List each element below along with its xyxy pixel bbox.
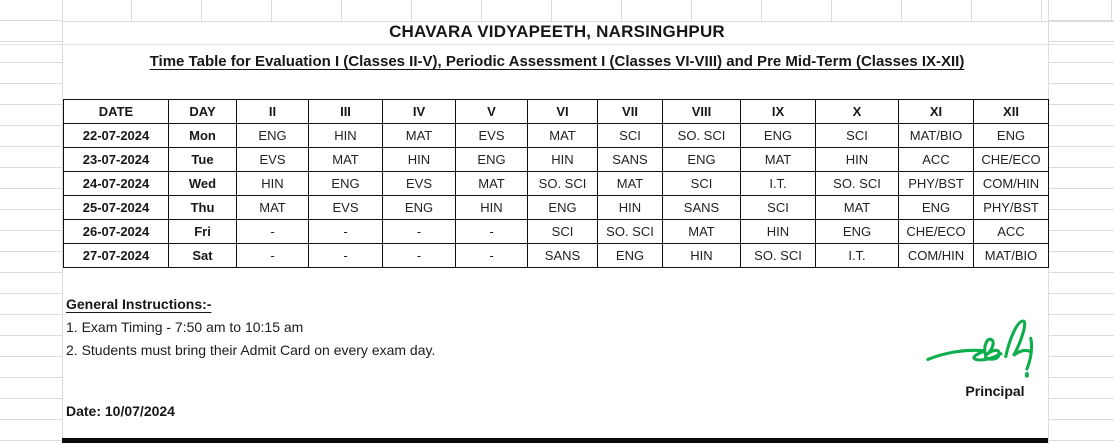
col-header-class-ii: II xyxy=(237,100,309,124)
issue-date: Date: 10/07/2024 xyxy=(66,403,175,419)
cell-subject: ENG xyxy=(663,148,741,172)
cell-subject: MAT xyxy=(309,148,383,172)
page-subtitle: Time Table for Evaluation I (Classes II-V), Periodic Assessment I (Classes VI-VIII) and Pre Mid-Term (Classes IX-XII) xyxy=(149,53,965,70)
cell-date: 22-07-2024 xyxy=(64,124,169,148)
cell-subject: - xyxy=(456,244,528,268)
table-row xyxy=(64,124,1049,148)
cell-subject: EVS xyxy=(456,124,528,148)
cell-subject: PHY/BST xyxy=(974,196,1049,220)
cell-subject: PHY/BST xyxy=(899,172,974,196)
timetable xyxy=(63,99,1049,268)
cell-subject: - xyxy=(383,220,456,244)
cell-subject: SO. SCI xyxy=(816,172,899,196)
cell-subject: MAT xyxy=(528,124,598,148)
cell-subject: SCI xyxy=(663,172,741,196)
cell-subject: CHE/ECO xyxy=(974,148,1049,172)
col-header-class-viii: VIII xyxy=(663,100,741,124)
cell-subject: ACC xyxy=(899,148,974,172)
cell-subject: SCI xyxy=(598,124,663,148)
cell-subject: - xyxy=(309,244,383,268)
table-row xyxy=(64,148,1049,172)
cell-subject: EVS xyxy=(309,196,383,220)
cell-day: Thu xyxy=(169,196,237,220)
page-bottom-border xyxy=(62,438,1048,443)
col-header-class-ix: IX xyxy=(741,100,816,124)
instruction-item: 2. Students must bring their Admit Card on every exam day. xyxy=(66,342,436,358)
cell-subject: MAT xyxy=(456,172,528,196)
cell-date: 26-07-2024 xyxy=(64,220,169,244)
cell-subject: SO. SCI xyxy=(598,220,663,244)
cell-subject: ENG xyxy=(899,196,974,220)
cell-subject: MAT xyxy=(816,196,899,220)
cell-day: Fri xyxy=(169,220,237,244)
cell-day: Tue xyxy=(169,148,237,172)
cell-subject: MAT/BIO xyxy=(974,244,1049,268)
cell-subject: - xyxy=(309,220,383,244)
col-header-class-xii: XII xyxy=(974,100,1049,124)
cell-subject: HIN xyxy=(528,148,598,172)
cell-subject: ENG xyxy=(383,196,456,220)
table-row xyxy=(64,244,1049,268)
table-row xyxy=(64,220,1049,244)
cell-subject: MAT xyxy=(663,220,741,244)
cell-day: Wed xyxy=(169,172,237,196)
cell-date: 27-07-2024 xyxy=(64,244,169,268)
cell-subject: SO. SCI xyxy=(528,172,598,196)
gridlines-top-row xyxy=(62,0,1114,22)
cell-subject: - xyxy=(237,244,309,268)
cell-subject: I.T. xyxy=(816,244,899,268)
cell-subject: ACC xyxy=(974,220,1049,244)
cell-subject: ENG xyxy=(456,148,528,172)
cell-subject: HIN xyxy=(237,172,309,196)
cell-subject: HIN xyxy=(598,196,663,220)
cell-subject: MAT xyxy=(741,148,816,172)
cell-subject: SCI xyxy=(528,220,598,244)
general-instructions xyxy=(66,296,686,365)
cell-subject: SANS xyxy=(598,148,663,172)
table-row xyxy=(64,172,1049,196)
timetable-header-row xyxy=(64,100,1049,124)
cell-subject: SANS xyxy=(663,196,741,220)
cell-date: 23-07-2024 xyxy=(64,148,169,172)
cell-subject: SCI xyxy=(816,124,899,148)
cell-subject: - xyxy=(456,220,528,244)
col-header-class-vi: VI xyxy=(528,100,598,124)
col-header-class-iii: III xyxy=(309,100,383,124)
gridline-row-divider xyxy=(0,44,1114,45)
cell-subject: SO. SCI xyxy=(663,124,741,148)
principal-signature xyxy=(925,308,1050,384)
cell-subject: SCI xyxy=(741,196,816,220)
cell-subject: HIN xyxy=(663,244,741,268)
cell-day: Mon xyxy=(169,124,237,148)
cell-subject: COM/HIN xyxy=(974,172,1049,196)
cell-date: 25-07-2024 xyxy=(64,196,169,220)
table-row xyxy=(64,196,1049,220)
col-header-class-x: X xyxy=(816,100,899,124)
cell-subject: HIN xyxy=(383,148,456,172)
page-title: CHAVARA VIDYAPEETH, NARSINGHPUR xyxy=(389,22,725,41)
col-header-class-iv: IV xyxy=(383,100,456,124)
cell-subject: ENG xyxy=(237,124,309,148)
instructions-heading: General Instructions:- xyxy=(66,296,212,312)
cell-day: Sat xyxy=(169,244,237,268)
col-header-class-v: V xyxy=(456,100,528,124)
cell-subject: ENG xyxy=(528,196,598,220)
col-header-class-xi: XI xyxy=(899,100,974,124)
col-header-day: DAY xyxy=(169,100,237,124)
instruction-item: 1. Exam Timing - 7:50 am to 10:15 am xyxy=(66,319,304,335)
cell-subject: ENG xyxy=(741,124,816,148)
cell-subject: - xyxy=(383,244,456,268)
cell-subject: MAT/BIO xyxy=(899,124,974,148)
cell-subject: HIN xyxy=(816,148,899,172)
cell-subject: CHE/ECO xyxy=(899,220,974,244)
cell-subject: EVS xyxy=(383,172,456,196)
cell-subject: MAT xyxy=(598,172,663,196)
cell-subject: ENG xyxy=(598,244,663,268)
cell-subject: SO. SCI xyxy=(741,244,816,268)
cell-subject: EVS xyxy=(237,148,309,172)
cell-subject: SANS xyxy=(528,244,598,268)
cell-subject: ENG xyxy=(309,172,383,196)
cell-subject: - xyxy=(237,220,309,244)
cell-subject: ENG xyxy=(974,124,1049,148)
signatory-label: Principal xyxy=(965,383,1025,399)
cell-subject: COM/HIN xyxy=(899,244,974,268)
cell-subject: HIN xyxy=(456,196,528,220)
cell-subject: MAT xyxy=(383,124,456,148)
cell-date: 24-07-2024 xyxy=(64,172,169,196)
cell-subject: HIN xyxy=(309,124,383,148)
cell-subject: ENG xyxy=(816,220,899,244)
cell-subject: MAT xyxy=(237,196,309,220)
cell-subject: I.T. xyxy=(741,172,816,196)
col-header-class-vii: VII xyxy=(598,100,663,124)
col-header-date: DATE xyxy=(64,100,169,124)
cell-subject: HIN xyxy=(741,220,816,244)
